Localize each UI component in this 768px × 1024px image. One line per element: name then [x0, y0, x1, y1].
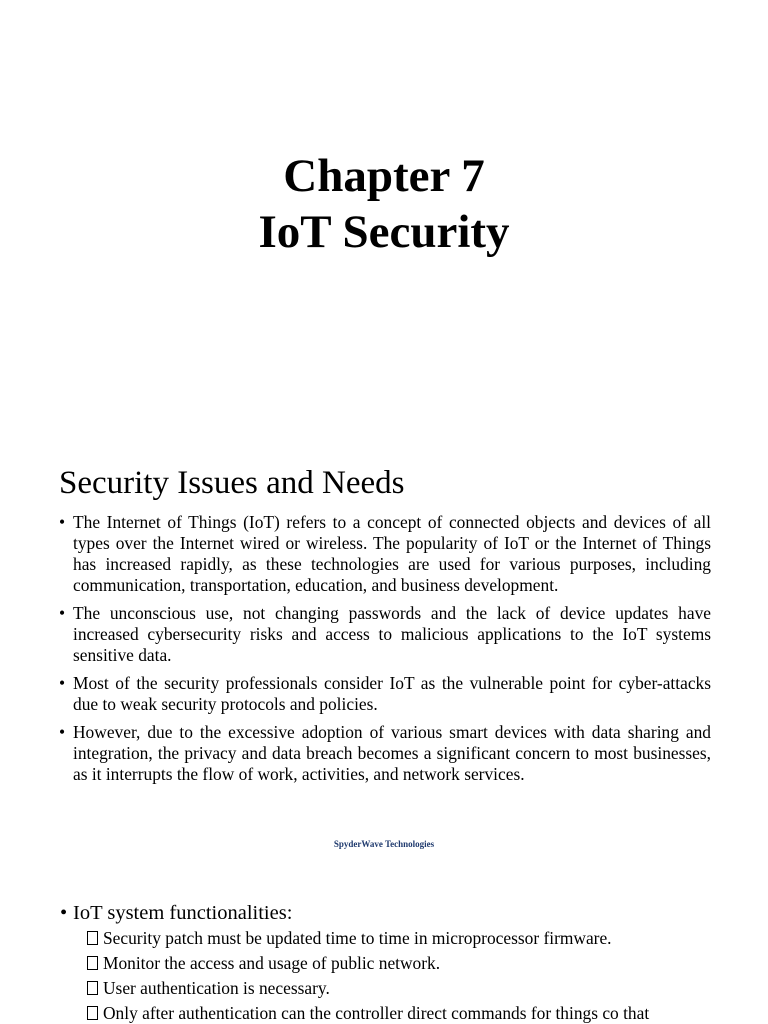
- list-item-text: User authentication is necessary.: [103, 978, 330, 998]
- list-item: [87, 951, 720, 976]
- functionalities-list: [60, 926, 720, 1024]
- bullet-item: [59, 512, 711, 596]
- checkbox-glyph-icon: [87, 981, 98, 995]
- bullet-item: [59, 603, 711, 666]
- functionalities-heading-text: IoT system functionalities:: [73, 902, 293, 924]
- section-heading: Security Issues and Needs: [59, 465, 405, 501]
- bullet-dot-icon: •: [60, 902, 68, 924]
- list-item: [87, 926, 720, 951]
- bullet-dot-icon: •: [59, 603, 66, 623]
- bullet-list: [59, 512, 711, 785]
- checkbox-glyph-icon: [87, 1006, 98, 1020]
- list-item: [87, 1001, 720, 1024]
- chapter-title: [0, 148, 768, 260]
- functionalities-heading: [60, 900, 720, 926]
- list-item: [87, 976, 720, 1001]
- list-item-text: Security patch must be updated time to time in microprocessor firmware.: [103, 928, 612, 948]
- bullet-dot-icon: •: [59, 512, 66, 532]
- bullet-text: Most of the security professionals consider IoT as the vulnerable point for cyber-attacks due to weak security protocols and policies.: [73, 673, 711, 714]
- checkbox-glyph-icon: [87, 956, 98, 970]
- functionalities-section: [60, 900, 720, 1024]
- list-item-text: Only after authentication can the controller direct commands for things co that: [103, 1003, 650, 1023]
- bullet-text: The Internet of Things (IoT) refers to a concept of connected objects and devices of all types over the Internet wired or wireless. The popularity of IoT or the Internet of Things has increased rapidly, as these technologies are used for various purposes, including communication, transportation, education, and business development.: [73, 512, 711, 595]
- list-item-text: Monitor the access and usage of public network.: [103, 953, 441, 973]
- page-footer: SpyderWave Technologies: [333, 839, 435, 849]
- chapter-number: Chapter 7: [283, 150, 485, 202]
- security-issues-section: [59, 462, 711, 792]
- bullet-text: The unconscious use, not changing passwords and the lack of device updates have increased cybersecurity risks and access to malicious applications to the IoT systems sensitive data.: [73, 603, 711, 665]
- bullet-text: However, due to the excessive adoption of various smart devices with data sharing and integration, the privacy and data breach becomes a significant concern to most businesses, as it interrupts the flow of work, activities, and network services.: [73, 722, 711, 784]
- bullet-dot-icon: •: [59, 673, 66, 693]
- bullet-item: [59, 673, 711, 715]
- bullet-item: [59, 722, 711, 785]
- bullet-dot-icon: •: [59, 722, 66, 742]
- chapter-topic: IoT Security: [258, 206, 510, 258]
- checkbox-glyph-icon: [87, 931, 98, 945]
